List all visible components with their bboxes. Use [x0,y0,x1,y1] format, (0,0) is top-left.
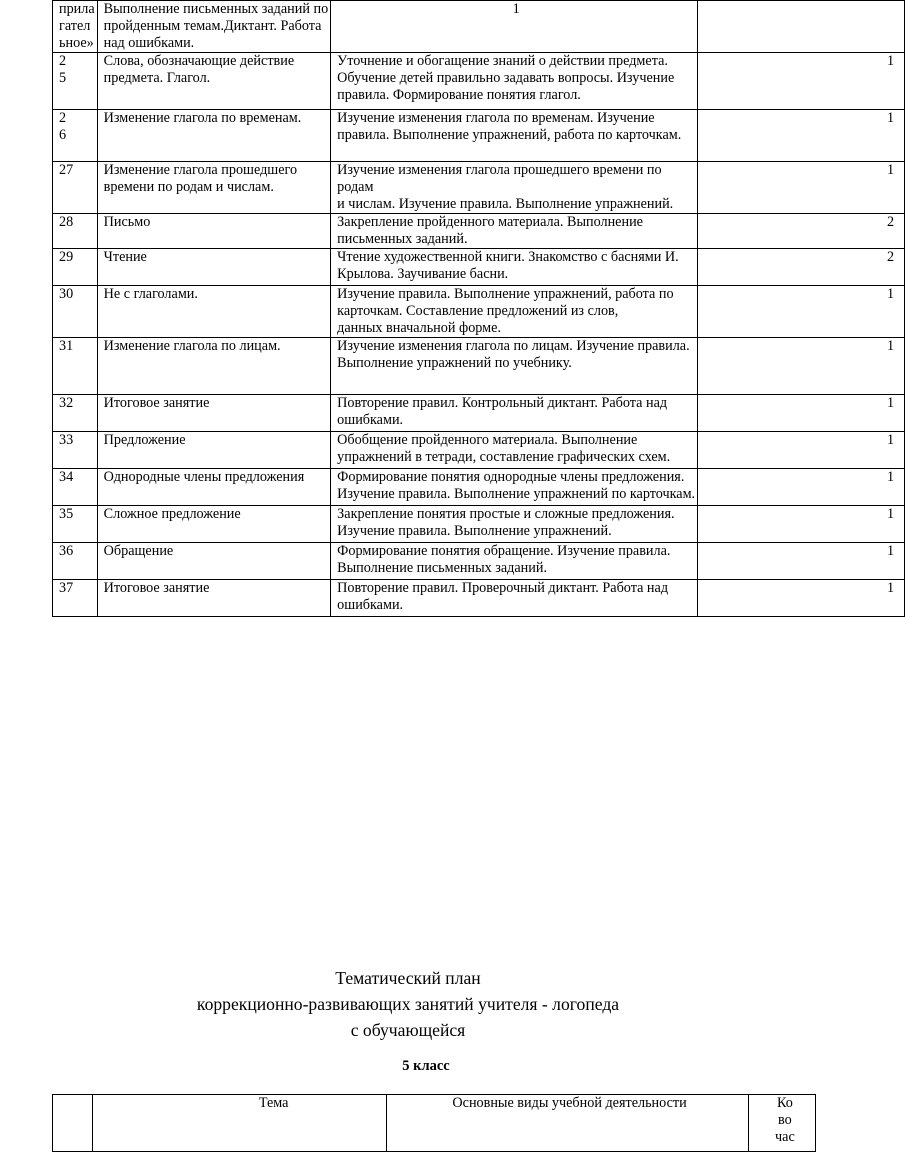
activity-cell-line: Изучение правила. Выполнение упражнений, работа по [337,286,674,302]
topic-cell [97,53,331,110]
table-row [53,53,905,110]
hours-cell [698,249,905,286]
heading-line-2: коррекционно-развивающих занятий учителя - логопеда [196,994,620,1014]
table-row [53,249,905,286]
hours-cell [698,214,905,249]
header-hours-line: Ко [776,1095,793,1111]
activity-cell-line: письменных заданий. [337,231,468,247]
activity-cell [331,432,698,469]
row-number-cell [53,432,98,469]
hours-value: 1 [887,543,895,559]
table-row [53,432,905,469]
topic-cell-line: Слова, обозначающие действие [103,53,295,69]
topic-cell-line: над ошибками. [103,35,195,51]
row-number-cell-line: 35 [59,506,74,522]
activity-cell [331,469,698,506]
activity-cell [331,338,698,395]
hours-cell [698,286,905,338]
row-number-cell-line: 28 [59,214,74,230]
table-row [53,110,905,162]
hours-cell [698,338,905,395]
activity-cell-line: упражнений в тетради, составление графических схем. [337,449,671,465]
header-topic-cell [93,1095,387,1152]
topic-cell-line: Выполнение письменных заданий по [103,1,329,17]
activity-cell-line: Обучение детей правильно задавать вопросы. Изучение [337,70,675,86]
table-row [53,580,905,617]
row-number-cell-line: 5 [59,70,67,86]
topic-cell [97,286,331,338]
activity-cell-line: Изучение изменения глагола прошедшего времени по [337,162,662,178]
header-number-cell [53,1095,93,1152]
topic-cell [97,162,331,214]
lesson-plan-table [52,0,905,617]
row-number-cell-line: прила [59,1,95,17]
hours-cell [698,162,905,214]
activity-cell-line: правила. Формирование понятия глагол. [337,87,581,103]
topic-cell [97,432,331,469]
activity-cell-line: Изучение изменения глагола по лицам. Изучение правила. [337,338,690,354]
table-row [53,469,905,506]
row-number-cell-line: 33 [59,432,74,448]
header-hours-line: во [778,1112,792,1128]
row-number-cell-line: ьное» [59,35,94,51]
hours-value: 1 [887,53,895,69]
row-number-cell-line: 37 [59,580,74,596]
activity-cell-line: Уточнение и обогащение знаний о действии предмета. [337,53,668,69]
topic-cell-line: Итоговое занятие [103,395,210,411]
row-number-cell-line: 36 [59,543,74,559]
row-number-cell-line: 29 [59,249,74,265]
activity-cell [331,286,698,338]
hours-cell [698,469,905,506]
hours-cell [698,1,905,53]
activity-cell-line: Закрепление пройденного материала. Выполнение [337,214,643,230]
row-number-cell-line: 32 [59,395,74,411]
activity-cell-line: Изучение правила. Выполнение упражнений по карточкам. [337,486,696,502]
topic-cell [97,395,331,432]
activity-cell-line: Крылова. Заучивание басни. [337,266,509,282]
activity-cell-line: ошибками. [337,597,404,613]
row-number-cell [53,53,98,110]
header-hours-line: час [775,1129,795,1145]
topic-cell-line: Обращение [103,543,174,559]
row-number-cell [53,162,98,214]
hours-value: 1 [512,1,520,17]
header-activity-cell [387,1095,749,1152]
header-hours-cell [748,1095,815,1152]
hours-value: 2 [887,214,895,230]
table-row [53,338,905,395]
hours-value: 1 [887,432,895,448]
hours-value: 1 [887,580,895,596]
topic-cell-line: пройденным темам.Диктант. Работа [103,18,322,34]
row-number-cell-line: 34 [59,469,74,485]
row-number-cell-line: 30 [59,286,74,302]
activity-cell [331,53,698,110]
activity-cell-line: Обобщение пройденного материала. Выполнение [337,432,638,448]
hours-cell [698,580,905,617]
topic-cell [97,249,331,286]
topic-cell [97,1,331,53]
activity-cell-line: Повторение правил. Проверочный диктант. Работа над [337,580,669,596]
topic-cell-line: Однородные члены предложения [103,469,305,485]
heading-line-1: Тематический план [335,968,481,988]
hours-value: 1 [887,162,895,178]
activity-cell [331,110,698,162]
row-number-cell-line: 31 [59,338,74,354]
hours-value: 1 [887,395,895,411]
topic-cell-line: Письмо [103,214,151,230]
hours-cell [698,395,905,432]
row-number-cell [53,338,98,395]
topic-cell-line: Изменение глагола по лицам. [103,338,281,354]
row-number-cell [53,249,98,286]
table-row [53,506,905,543]
hours-value: 2 [887,249,895,265]
activity-cell [331,580,698,617]
row-number-cell [53,1,98,53]
topic-cell [97,338,331,395]
row-number-cell [53,580,98,617]
table-row [53,162,905,214]
hours-value: 1 [887,469,895,485]
topic-cell-line: предмета. Глагол. [103,70,211,86]
topic-cell [97,110,331,162]
topic-cell [97,469,331,506]
table-row [53,1,905,53]
activity-cell-line: Формирование понятия обращение. Изучение правила. [337,543,671,559]
activity-cell [331,214,698,249]
activity-cell-line: Закрепление понятия простые и сложные предложения. [337,506,675,522]
row-number-cell [53,543,98,580]
activity-cell-line: и числам. Изучение правила. Выполнение упражнений. [337,196,674,212]
table-header-row [53,1095,816,1152]
activity-cell-line: правила. Выполнение упражнений, работа по карточкам. [337,127,682,143]
activity-cell [331,249,698,286]
topic-cell [97,506,331,543]
activity-cell [331,1,698,53]
activity-cell-line: Изучение правила. Выполнение упражнений. [337,523,612,539]
class-label: 5 класс [402,1058,450,1074]
table-row [53,286,905,338]
row-number-cell [53,286,98,338]
activity-cell-line: Выполнение упражнений по учебнику. [337,355,572,371]
activity-cell [331,162,698,214]
grade5-plan-table-header [52,1094,816,1152]
hours-value: 1 [887,506,895,522]
table-row [53,395,905,432]
hours-cell [698,543,905,580]
row-number-cell-line: 6 [59,127,67,143]
topic-cell [97,543,331,580]
topic-cell-line: Предложение [103,432,186,448]
activity-cell [331,543,698,580]
row-number-cell [53,214,98,249]
topic-cell-line: Итоговое занятие [103,580,210,596]
activity-cell-line: Повторение правил. Контрольный диктант. Работа над [337,395,668,411]
activity-cell-line: ошибками. [337,412,404,428]
activity-cell [331,506,698,543]
topic-cell-line: Сложное предложение [103,506,241,522]
activity-cell-line: Формирование понятия однородные члены предложения. [337,469,685,485]
topic-cell [97,214,331,249]
topic-cell-line: времени по родам и числам. [103,179,274,195]
hours-cell [698,110,905,162]
activity-cell-line: Чтение художественной книги. Знакомство с баснями И. [337,249,679,265]
topic-cell [97,580,331,617]
table-row [53,214,905,249]
row-number-cell-line: 27 [59,162,74,178]
activity-cell [331,395,698,432]
row-number-cell [53,469,98,506]
hours-value: 1 [887,286,895,302]
row-number-cell-line: гател [59,18,91,34]
activity-cell-line: карточкам. Составление предложений из слов, [337,303,619,319]
row-number-cell [53,110,98,162]
activity-cell-line: данных вначальной форме. [337,320,501,336]
activity-cell-line: Выполнение письменных заданий. [337,560,547,576]
hours-cell [698,506,905,543]
hours-cell [698,53,905,110]
header-activity-label: Основные виды учебной деятельности [452,1095,687,1111]
header-topic-label: Тема [258,1095,289,1111]
topic-cell-line: Не с глаголами. [103,286,198,302]
activity-cell-line: родам [337,179,374,195]
row-number-cell-line: 2 [59,110,67,126]
heading-line-3: с обучающейся [350,1020,466,1040]
row-number-cell-line: 2 [59,53,67,69]
plan-heading [0,965,816,1043]
table-row [53,543,905,580]
activity-cell-line: Изучение изменения глагола по временам. Изучение [337,110,655,126]
row-number-cell [53,395,98,432]
hours-value: 1 [887,338,895,354]
row-number-cell [53,506,98,543]
hours-value: 1 [887,110,895,126]
topic-cell-line: Изменение глагола по временам. [103,110,302,126]
topic-cell-line: Чтение [103,249,147,265]
hours-cell [698,432,905,469]
topic-cell-line: Изменение глагола прошедшего [103,162,298,178]
